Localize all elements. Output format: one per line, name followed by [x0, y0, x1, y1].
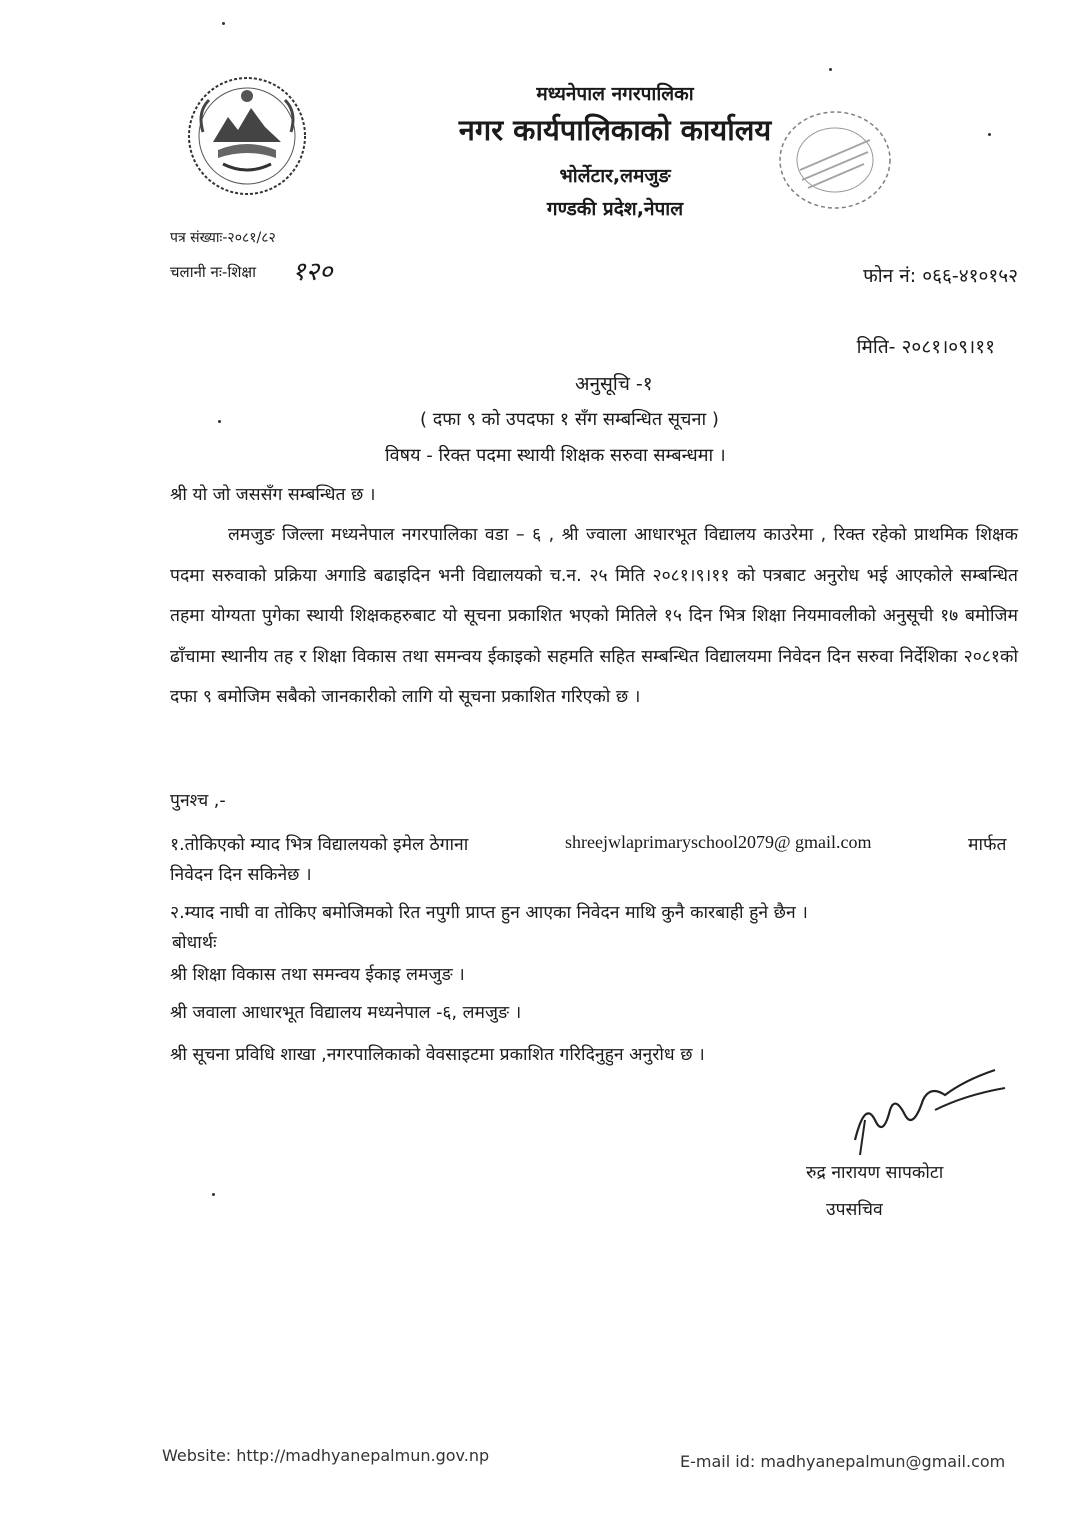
cc-item: श्री जवाला आधारभूत विद्यालय मध्यनेपाल -६, लमजुङ ।: [170, 1003, 522, 1023]
footer-website: Website: http://madhyanepalmun.gov.np: [162, 1446, 490, 1465]
postscript-item1-via: मार्फत: [968, 835, 1007, 855]
postscript-label: पुनश्च ,-: [170, 791, 226, 811]
dispatch-label: चलानी नः-शिक्षा: [170, 263, 257, 281]
cc-label: बोधार्थः: [172, 933, 217, 953]
municipality-name: मध्यनेपाल नगरपालिका: [536, 83, 694, 105]
cc-item: श्री सूचना प्रविधि शाखा ,नगरपालिकाको वेवसाइटमा प्रकाशित गरिदिनुहुन अनुरोध छ ।: [170, 1045, 705, 1065]
handwritten-signature: [835, 1060, 1015, 1160]
nepal-emblem-logo: [183, 72, 311, 200]
notice-body: लमजुङ जिल्ला मध्यनेपाल नगरपालिका वडा – ६ , श्री ज्वाला आधारभूत विद्यालय काउरेमा , रिक्त रहेको प्राथमिक शिक्षक पदमा सरुवाको प्रक्रिया अगाडि बढाइदिन भनी विद्यालयको च.न. २५ मिति २०८१।९।११ को पत्रबाट अनुरोध भई आएकोले सम्बन्धित तहमा योग्यता पुगेका स्थायी शिक्षकहरुबाट यो सूचना प्रकाशित भएको मितिले १५ दिन भित्र शिक्षा नियमावलीको अनुसूची १७ बमोजिम ढाँचामा स्थानीय तह र शिक्षा विकास तथा समन्वय ईकाइको सहमति सहित सम्बन्धित विद्यालयमा निवेदन दिन सरुवा निर्देशिका २०८१को दफा ९ बमोजिम सबैको जानकारीको लागि यो सूचना प्रकाशित गरिएको छ ।: [170, 525, 1018, 707]
postscript-item1-continued: निवेदन दिन सकिनेछ ।: [170, 865, 312, 885]
footer-email: E-mail id: madhyanepalmun@gmail.com: [680, 1452, 1006, 1471]
office-seal-stamp: [770, 100, 900, 220]
clause-reference: ( दफा ९ को उपदफा १ सँग सम्बन्धित सूचना ): [420, 409, 719, 430]
postscript-item1-text: १.तोकिएको म्याद भित्र विद्यालयको इमेल ठेगाना: [170, 835, 469, 855]
dispatch-number-handwritten: १२०: [292, 257, 333, 287]
letter-number: पत्र संख्याः-२०८१/८२: [170, 230, 276, 246]
signatory-name: रुद्र नारायण सापकोटा: [806, 1163, 944, 1183]
salutation: श्री यो जो जससँग सम्बन्धित छ ।: [170, 485, 376, 505]
letter-date: मिति- २०८१।०९।११: [856, 336, 995, 358]
subject-line: विषय - रिक्त पदमा स्थायी शिक्षक सरुवा सम्बन्धमा ।: [385, 445, 726, 466]
office-name: नगर कार्यपालिकाको कार्यालय: [458, 113, 772, 147]
signatory-title: उपसचिव: [826, 1200, 883, 1220]
schedule-title: अनुसूचि -१: [575, 373, 653, 395]
school-email: shreejwlaprimaryschool2079@ gmail.com: [565, 832, 872, 852]
office-province: गण्डकी प्रदेश,नेपाल: [546, 198, 684, 220]
office-location: भोर्लेटार,लमजुङ: [559, 165, 671, 187]
phone-number: फोन नं: ०६६-४१०१५२: [863, 265, 1018, 287]
cc-item: श्री शिक्षा विकास तथा समन्वय ईकाइ लमजुङ ।: [170, 965, 465, 985]
postscript-item2: २.म्याद नाघी वा तोकिए बमोजिमको रित नपुगी प्राप्त हुन आएका निवेदन माथि कुनै कारबाही हुने छैन ।: [170, 903, 808, 923]
